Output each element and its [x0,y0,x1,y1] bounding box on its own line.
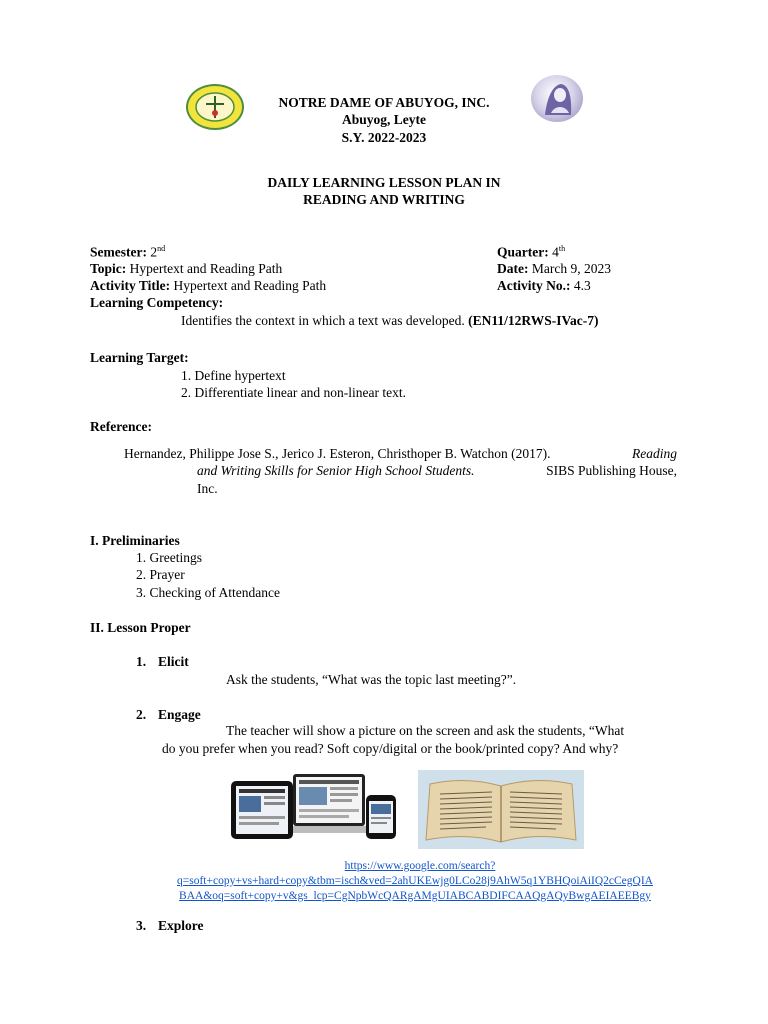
plan-title-line-2: READING AND WRITING [303,192,465,207]
explore-number: 3. [136,918,147,933]
reference-title-start: Reading [632,446,677,461]
school-year: S.Y. 2022-2023 [341,130,427,145]
activity-number-label: Activity No.: [497,278,571,293]
explore-heading: Explore [158,918,204,933]
semester-suffix: nd [157,244,166,253]
image-source-link-line-3[interactable]: BAA&oq=soft+copy+v&gs_lcp=CgNpbWcQARgAMgUIABCABDIFCAAQgAQyBwgAEIAEEBgy [179,890,651,902]
competency-text: Identifies the context in which a text was developed. [181,313,465,328]
topic-label: Topic: [90,261,127,276]
competency-label: Learning Competency: [90,295,224,310]
elicit-number: 1. [136,654,147,669]
quarter-value: 4 [552,244,559,260]
activity-title-value: Hypertext and Reading Path [173,278,327,293]
preliminaries-heading: I. Preliminaries [90,533,180,548]
preliminaries-item: 3. Checking of Attendance [136,585,280,600]
preliminaries-item: 1. Greetings [136,550,202,565]
topic-value: Hypertext and Reading Path [129,261,283,276]
plan-title-line-1: DAILY LEARNING LESSON PLAN IN [267,175,501,190]
learning-target-label: Learning Target: [90,350,189,365]
quarter-label: Quarter: [497,244,549,260]
learning-target-item: 2. Differentiate linear and non-linear text. [181,385,407,400]
elicit-heading: Elicit [158,654,189,669]
elicit-text: Ask the students, “What was the topic last meeting?”. [226,672,517,687]
image-source-link-line-1[interactable]: https://www.google.com/search? [344,860,496,872]
date-value: March 9, 2023 [531,261,611,276]
image-source-link-line-2[interactable]: q=soft+copy+vs+hard+copy&tbm=isch&ved=2ahUKEwjg0LCo28j9AhW5q1YBHQoiAiIQ2cCegQIA [177,875,653,887]
semester-label: Semester: [90,244,147,260]
activity-title-label: Activity Title: [90,278,171,293]
reference-line-2 [197,463,677,479]
semester-value: 2 [150,244,158,260]
learning-target-item: 1. Define hypertext [181,368,286,383]
printed-book-image [418,770,584,849]
topic-row [90,261,282,277]
date-row [497,261,611,277]
school-name: NOTRE DAME OF ABUYOG, INC. [278,95,490,110]
date-label: Date: [497,261,529,276]
semester-row [90,244,165,261]
competency-code: (EN11/12RWS-IVac-7) [468,313,599,328]
competency-row [181,313,598,329]
lesson-proper-heading: II. Lesson Proper [90,620,191,635]
digital-devices-image [229,771,401,843]
engage-heading: Engage [158,707,201,722]
activity-title-row [90,278,326,294]
activity-number-row [497,278,591,294]
reference-publisher-end: Inc. [197,481,218,496]
reference-label: Reference: [90,419,152,434]
school-location: Abuyog, Leyte [342,112,426,127]
quarter-suffix: th [558,244,566,253]
engage-number: 2. [136,707,147,722]
reference-authors: Hernandez, Philippe Jose S., Jerico J. Esteron, Christhoper B. Watchon (2017). [124,446,551,461]
engage-text-line-2: do you prefer when you read? Soft copy/digital or the book/printed copy? And why? [162,741,619,756]
reference-title-end: and Writing Skills for Senior High School Students. [197,463,475,478]
activity-number-value: 4.3 [573,278,591,293]
quarter-row [497,244,565,261]
preliminaries-item: 2. Prayer [136,567,185,582]
engage-text-line-1: The teacher will show a picture on the screen and ask the students, “What [226,723,625,738]
reference-publisher: SIBS Publishing House, [546,463,677,478]
reference-line-1 [124,446,677,462]
